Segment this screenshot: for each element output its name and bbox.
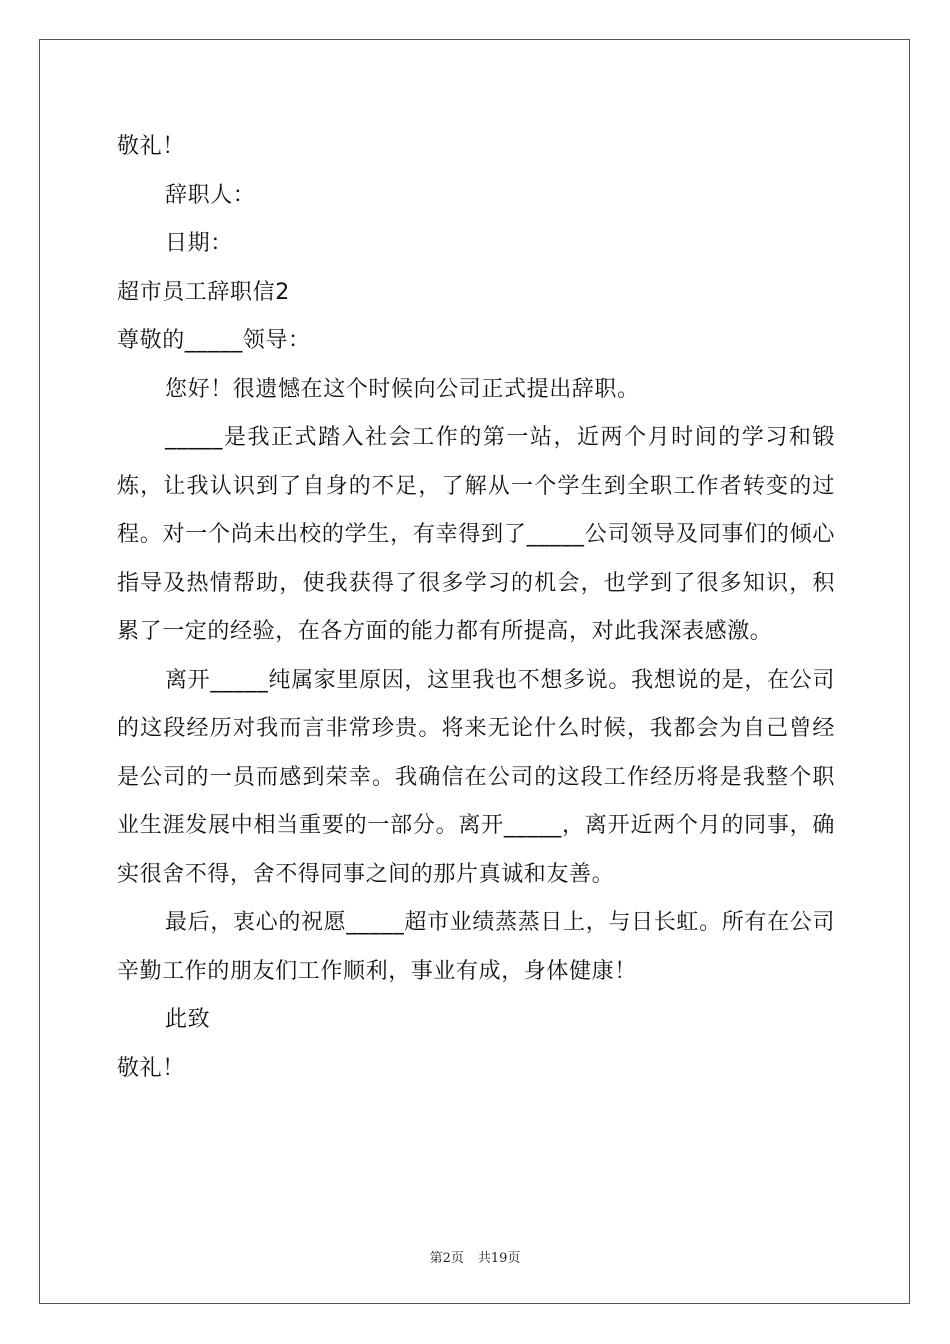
letter-body bbox=[117, 123, 835, 1093]
letter-title: 超市员工辞职信2 bbox=[117, 279, 290, 305]
page-footer bbox=[0, 1247, 950, 1266]
date-label: 日期： bbox=[165, 231, 233, 256]
salutation: 尊敬的_____领导： bbox=[117, 328, 311, 353]
paragraph-reason: 离开_____纯属家里原因，这里我也不想多说。我想说的是，在公司的这段经历对我而言非常珍贵。将来无论什么时候，我都会为自己曾经是公司的一员而感到荣幸。我确信在公司的这段工作经历将是我整个职业生涯发展中相当重要的一部分。离开_____，离开近两个月的同事，确实很舍不得，舍不得同事之间的那片真诚和友善。 bbox=[117, 667, 835, 887]
paragraph-experience: _____是我正式踏入社会工作的第一站，近两个月时间的学习和锻炼，让我认识到了自身的不足，了解从一个学生到全职工作者转变的过程。对一个尚未出校的学生，有幸得到了_____公司领导及同事们的倾心指导及热情帮助，使我获得了很多学习的机会，也学到了很多知识，积累了一定的经验，在各方面的能力都有所提高，对此我深表感激。 bbox=[117, 425, 835, 644]
closing-regards-top: 敬礼！ bbox=[117, 134, 185, 159]
closing-phrase: 此致 bbox=[165, 1007, 211, 1032]
page-number: 第2页 bbox=[429, 1251, 464, 1266]
page-total: 共19页 bbox=[477, 1251, 521, 1266]
closing-regards-bottom: 敬礼！ bbox=[117, 1055, 185, 1081]
resigner-label: 辞职人： bbox=[165, 182, 256, 208]
paragraph-greeting: 您好！很遗憾在这个时候向公司正式提出辞职。 bbox=[165, 376, 640, 402]
paragraph-wishes: 最后，衷心的祝愿_____超市业绩蒸蒸日上，与日长虹。所有在公司辛勤工作的朋友们工作顺利，事业有成，身体健康！ bbox=[117, 910, 835, 984]
